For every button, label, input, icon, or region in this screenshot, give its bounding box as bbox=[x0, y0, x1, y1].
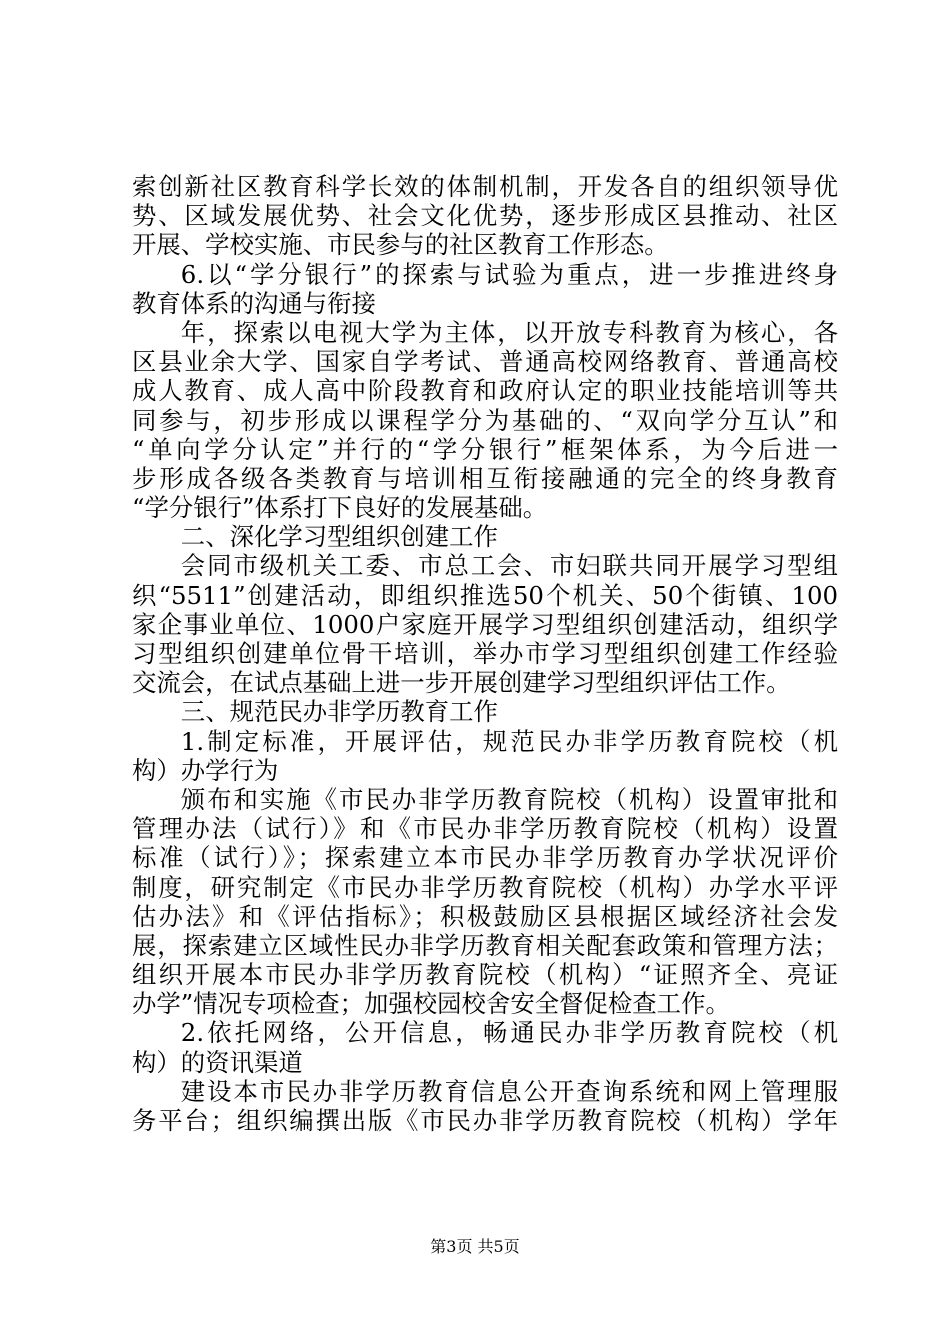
text-line: 办学”情况专项检查；加强校园校舍安全督促检查工作。 bbox=[132, 989, 730, 1019]
document-body bbox=[132, 172, 838, 1135]
text-line: 展，探索建立区域性民办非学历教育相关配套政策和管理方法； bbox=[132, 930, 838, 960]
text-line: 1.制定标准，开展评估，规范民办非学历教育院校（机 bbox=[180, 726, 838, 756]
text-line: 颁布和实施《市民办非学历教育院校（机构）设置审批和 bbox=[180, 784, 838, 814]
text-line: 开展、学校实施、市民参与的社区教育工作形态。 bbox=[132, 230, 669, 260]
text-line: 习型组织创建单位骨干培训，举办市学习型组织创建工作经验 bbox=[132, 639, 838, 668]
text-line: “单向学分认定”并行的“学分银行”框架体系，为今后进一 bbox=[132, 434, 838, 464]
text-line: 织“5511”创建活动，即组织推选50个机关、50个街镇、100 bbox=[132, 580, 838, 610]
text-line: 成人教育、成人高中阶段教育和政府认定的职业技能培训等共 bbox=[132, 376, 838, 406]
text-line: 估办法》和《评估指标》；积极鼓励区县根据区域经济社会发 bbox=[132, 901, 838, 931]
text-line: 教育体系的沟通与衔接 bbox=[132, 288, 376, 318]
text-line: 构）的资讯渠道 bbox=[132, 1047, 303, 1077]
text-line: 会同市级机关工委、市总工会、市妇联共同开展学习型组 bbox=[180, 551, 838, 581]
text-line: 势、区域发展优势、社会文化优势，逐步形成区县推动、社区 bbox=[132, 201, 838, 231]
text-line: 管理办法（试行）》和《市民办非学历教育院校（机构）设置 bbox=[132, 814, 838, 844]
text-line: 交流会，在试点基础上进一步开展创建学习型组织评估工作。 bbox=[132, 668, 791, 698]
text-line: 建设本市民办非学历教育信息公开查询系统和网上管理服 bbox=[180, 1076, 838, 1106]
text-line: 年，探索以电视大学为主体，以开放专科教育为核心，各 bbox=[180, 317, 838, 347]
text-line: 二、深化学习型组织创建工作 bbox=[180, 522, 498, 552]
page-footer: 第3页 共5页 bbox=[430, 1237, 520, 1256]
text-line: 家企事业单位、1000户家庭开展学习型组织创建活动，组织学 bbox=[132, 609, 838, 639]
text-line: “学分银行”体系打下良好的发展基础。 bbox=[132, 493, 548, 523]
text-line: 组织开展本市民办非学历教育院校（机构）“证照齐全、亮证 bbox=[132, 960, 838, 990]
text-line: 步形成各级各类教育与培训相互衔接融通的完全的终身教育 bbox=[132, 463, 838, 493]
text-line: 务平台；组织编撰出版《市民办非学历教育院校（机构）学年 bbox=[132, 1106, 838, 1135]
text-line: 构）办学行为 bbox=[132, 755, 279, 785]
text-line: 三、规范民办非学历教育工作 bbox=[180, 697, 498, 727]
text-line: 标准（试行）》；探索建立本市民办非学历教育办学状况评价 bbox=[132, 843, 838, 873]
text-line: 同参与，初步形成以课程学分为基础的、“双向学分互认”和 bbox=[132, 405, 838, 435]
text-line: 制度，研究制定《市民办非学历教育院校（机构）办学水平评 bbox=[132, 872, 838, 902]
text-line: 6.以“学分银行”的探索与试验为重点，进一步推进终身 bbox=[180, 259, 838, 289]
text-line: 索创新社区教育科学长效的体制机制，开发各自的组织领导优 bbox=[132, 172, 838, 201]
text-line: 区县业余大学、国家自学考试、普通高校网络教育、普通高校 bbox=[132, 347, 838, 377]
text-line: 2.依托网络，公开信息，畅通民办非学历教育院校（机 bbox=[180, 1018, 838, 1048]
